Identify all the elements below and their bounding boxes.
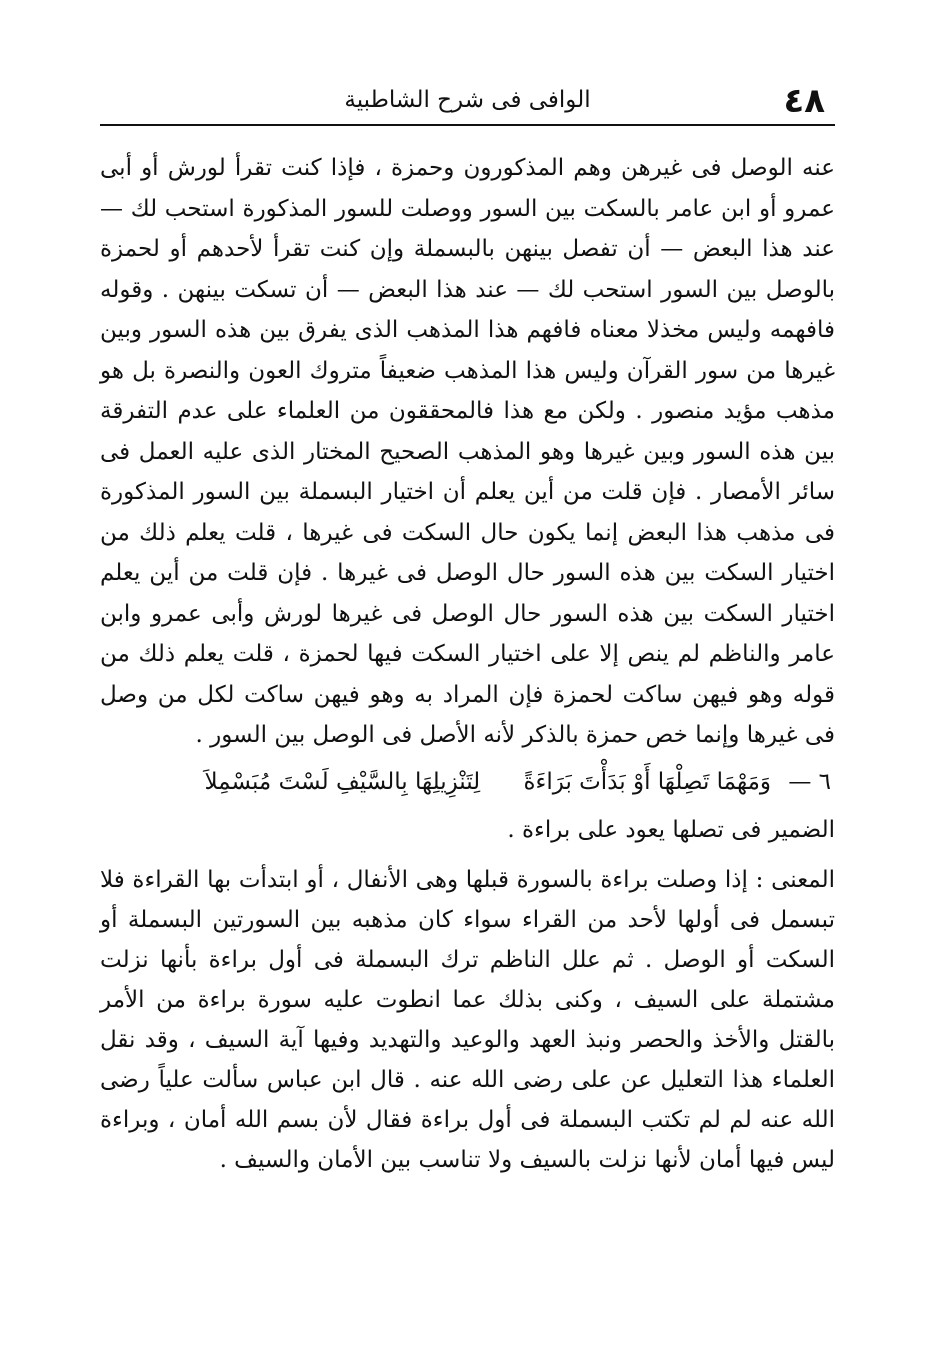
verse-number: ٦ —	[788, 768, 831, 795]
verse-first-hemistich: وَمَهْمَا تَصِلْهَا أَوْ بَدَأْتَ بَرَاءَةً	[523, 768, 772, 795]
verse-second-hemistich: لِتَنْزِيلِهَا بِالسَّيْفِ لَسْتَ مُبَسْمِلاَ	[204, 768, 481, 795]
header-rule	[100, 124, 835, 126]
meaning-paragraph: المعنى : إذا وصلت براءة بالسورة قبلها وهى الأنفال ، أو ابتدأت بها القراءة فلا تبسمل فى أولها لأحد من القراء سواء كان مذهبه بين السورتين البسملة أو السكت أو الوصل . ثم علل الناظم ترك البسملة فى أول براءة بأنها نزلت مشتملة على السيف ، وكنى بذلك عما انطوت عليه سورة براءة من الأمر بالقتل والأخذ والحصر ونبذ العهد والوعيد والتهديد وفيها آية السيف ، وقد نقل العلماء هذا التعليل عن على رضى الله عنه . قال ابن عباس سألت علياً رضى الله عنه لم لم تكتب البسملة فى أول براءة فقال لأن بسم الله أمان ، وبراءة ليس فيها أمان لأنها نزلت بالسيف ولا تناسب بين الأمان والسيف .	[100, 866, 835, 1173]
page-header	[100, 78, 835, 124]
running-title: الوافى فى شرح الشاطبية	[344, 87, 591, 113]
page-body	[100, 148, 835, 1180]
page-number: ٤٨	[783, 81, 825, 121]
commentary-paragraph: عنه الوصل فى غيرهن وهم المذكورون وحمزة ، فإذا كنت تقرأ لورش أو أبى عمرو أو ابن عامر بالسكت بين السور ووصلت للسور المذكورة استحب لك — عند هذا البعض — أن تفصل بينهن بالبسملة وإن كنت تقرأ لأحدهم أو لحمزة بالوصل بين السور استحب لك — عند هذا البعض — أن تسكت بينهن . وقوله فافهمه وليس مخذلا معناه فافهم هذا المذهب الذى يفرق بين هذه السور وبين غيرها من سور القرآن وليس هذا المذهب ضعيفاً متروك العون والنصرة بل هو مذهب مؤيد منصور . ولكن مع هذا فالمحققون من العلماء على عدم التفرقة بين هذه السور وبين غيرها وهو المذهب الصحيح المختار الذى عليه العمل فى سائر الأمصار . فإن قلت من أين يعلم أن اختيار البسملة بين السور المذكورة فى مذهب هذا البعض إنما يكون حال السكت فى غيرها ، قلت يعلم ذلك من اختيار السكت بين هذه السور حال الوصل فى غيرها . فإن قلت من أين يعلم اختيار السكت بين هذه السور حال الوصل فى غيرها لورش وأبى عمرو وابن عامر والناظم لم ينص إلا على اختيار السكت فيها لحمزة ، قلت يعلم ذلك من قوله وهو فيهن ساكت لحمزة فإن المراد به وهو فيهن ساكت لكل من وصل فى غيرها وإنما خص حمزة بالذكر لأنه الأصل فى الوصل بين السور .	[100, 155, 835, 748]
poem-verse	[100, 762, 835, 802]
pronoun-note: الضمير فى تصلها يعود على براءة .	[507, 816, 835, 843]
